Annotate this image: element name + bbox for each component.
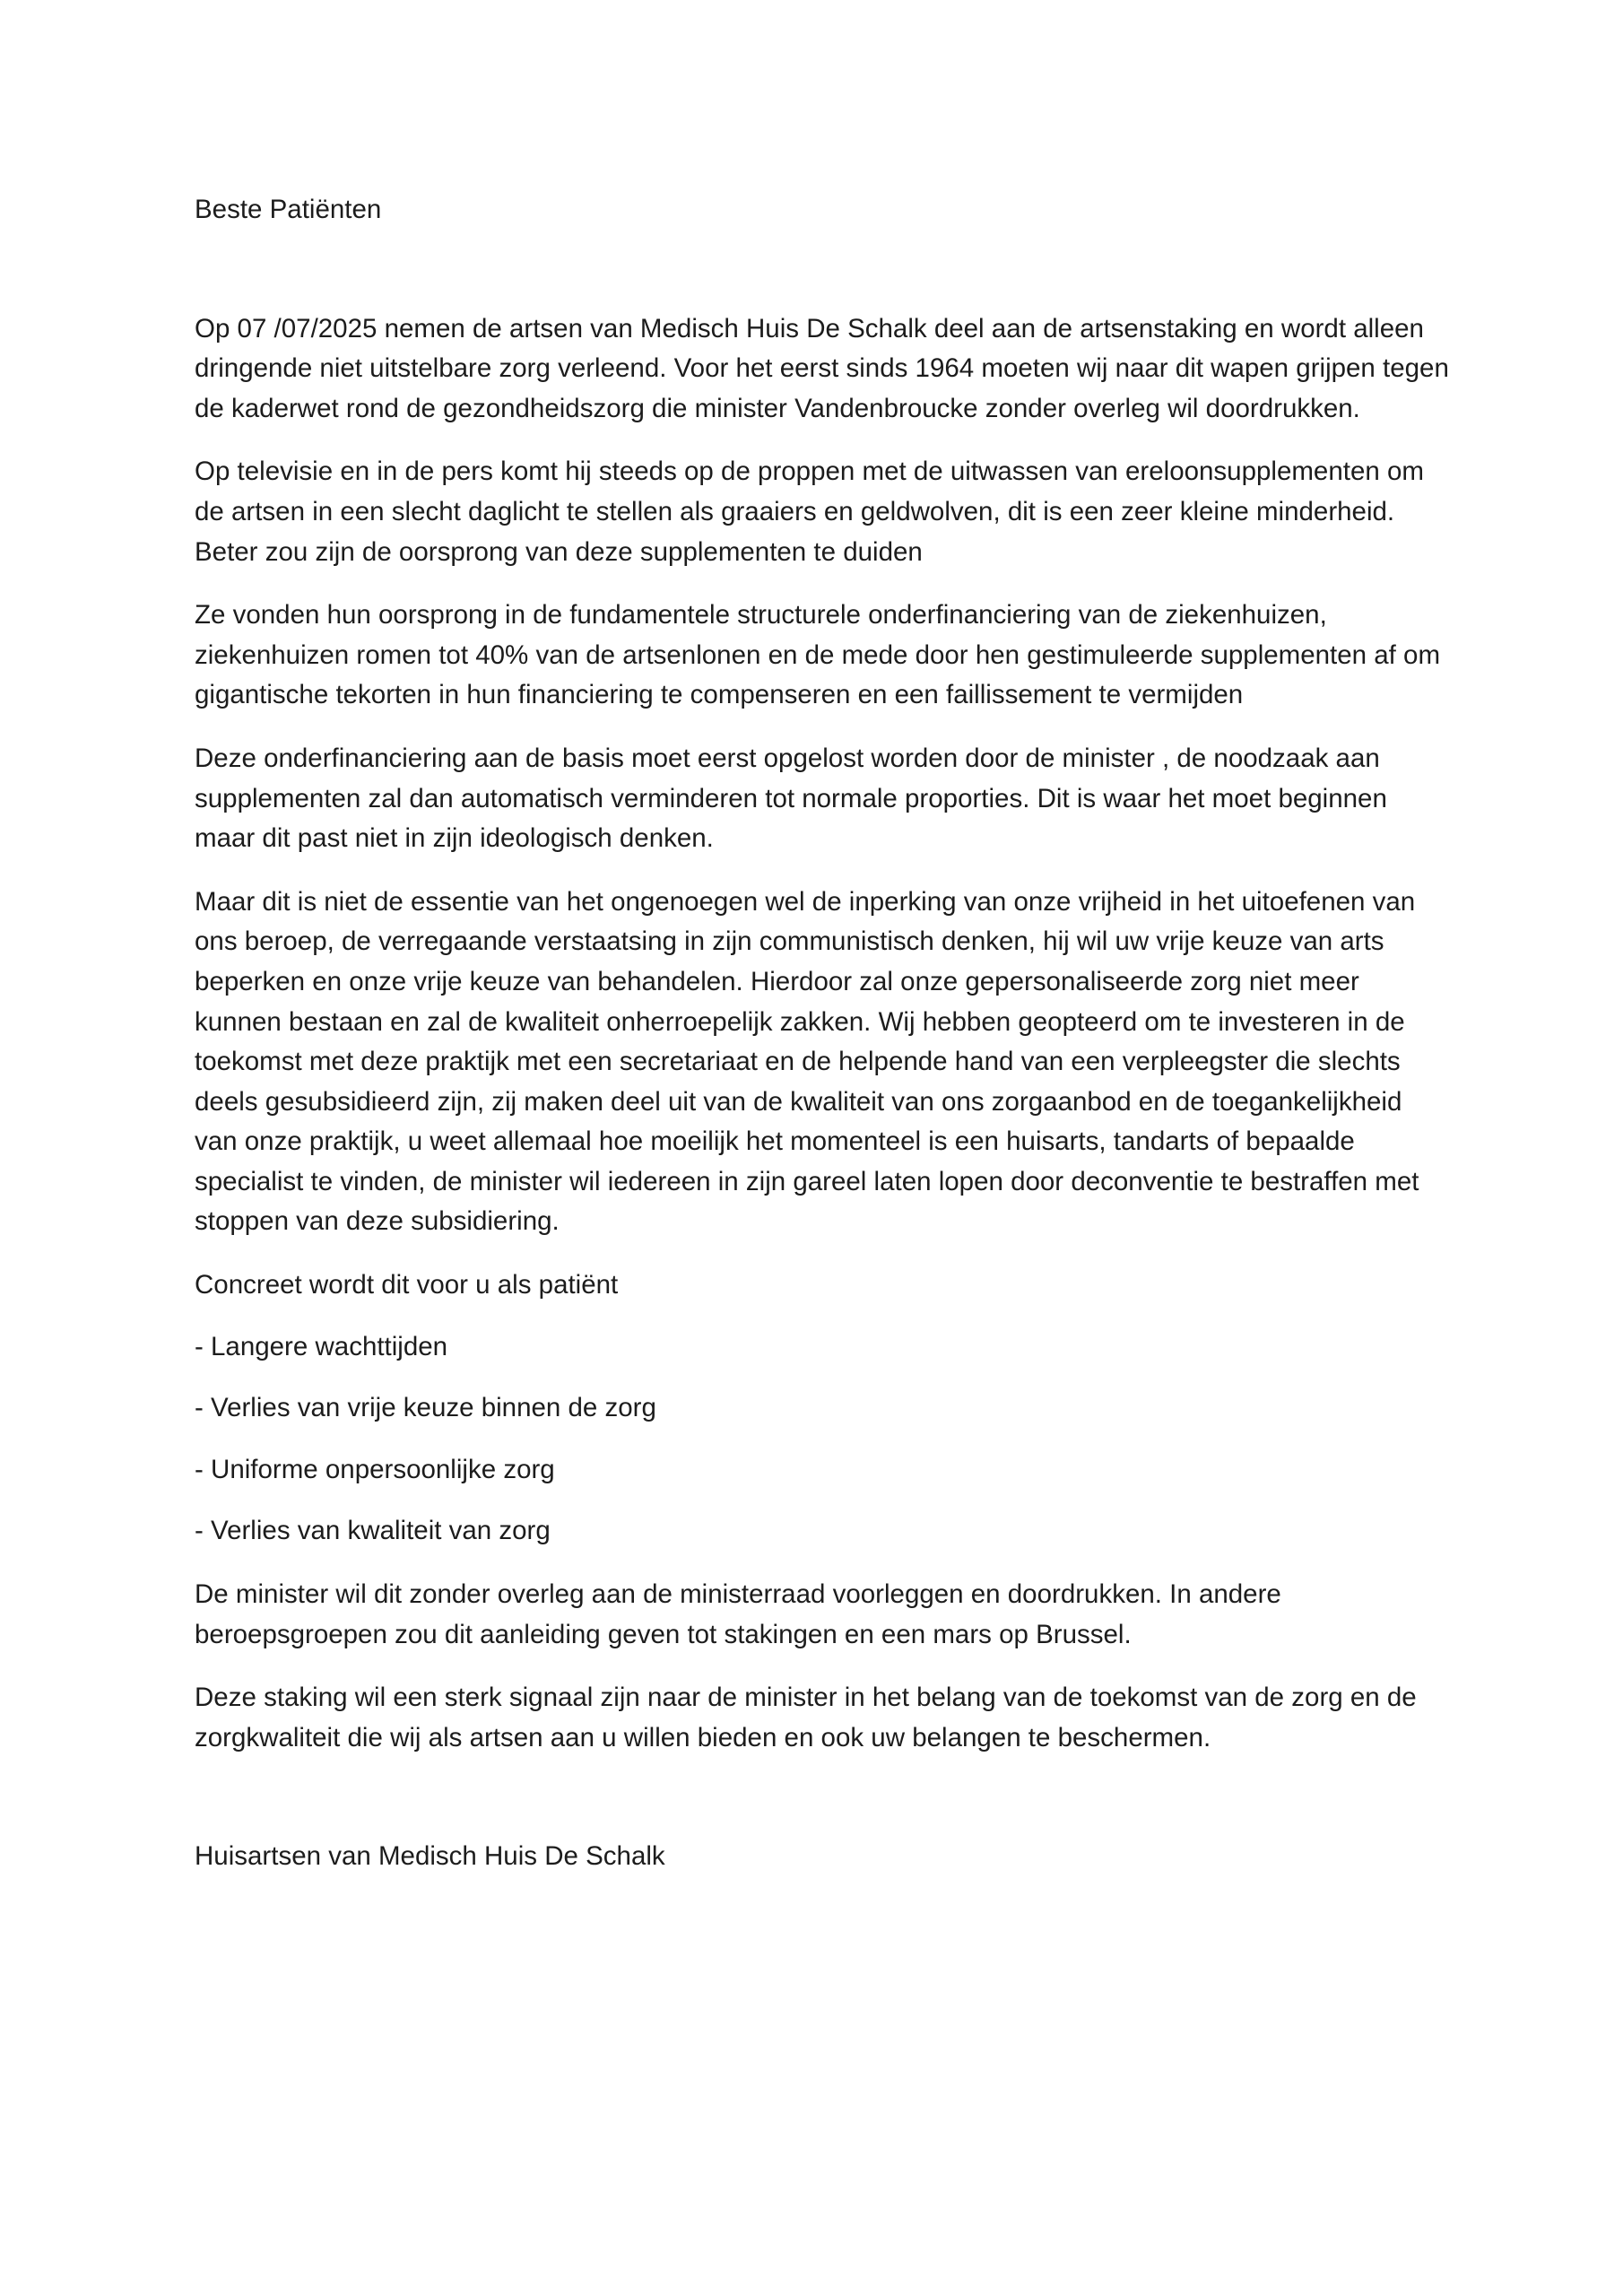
list-item: - Verlies van kwaliteit van zorg [195,1516,551,1546]
paragraph-freedom-restriction: Maar dit is niet de essentie van het ongenoegen wel de inperking van onze vrijheid in het uitoefenen van ons beroep, de verregaande verstaatsing in zijn communistisch denken, hij wil uw vrije keuze van arts beperken en onze vrije keuze van behandelen. Hierdoor zal onze gepersonaliseerde zorg niet meer kunnen bestaan en zal de kwaliteit onherroepelijk zakken. Wij hebben geopteerd om te investeren in de toekomst met deze praktijk met een secretariaat en de helpende hand van een verpleegster die slechts deels gesubsidieerd zijn, zij maken deel uit van de kwaliteit van ons zorgaanbod en de toegankelijkheid van onze praktijk, u weet allemaal hoe moeilijk het momenteel is een huisarts, tandarts of bepaalde specialist te vinden, de minister wil iedereen in zijn gareel laten lopen door deconventie te bestraffen met stoppen van deze subsidiering. [195,886,1419,1237]
signature: Huisartsen van Medisch Huis De Schalk [195,1841,665,1872]
paragraph-council-of-ministers: De minister wil dit zonder overleg aan de ministerraad voorleggen en doordrukken. In andere beroepsgroepen zou dit aanleiding geven tot stakingen en een mars op Brussel. [195,1579,1281,1649]
letter-body [195,190,1450,1877]
paragraph-underfinancing-solution: Deze onderfinanciering aan de basis moet eerst opgelost worden door de minister , de noodzaak aan supplementen zal dan automatisch verminderen tot normale proporties. Dit is waar het moet beginnen maar dit past niet in zijn ideologisch denken. [195,743,1387,854]
paragraph-strong-signal: Deze staking wil een sterk signaal zijn naar de minister in het belang van de toekomst van de zorg en de zorgkwaliteit die wij als artsen aan u willen bieden en ook uw belangen te beschermen. [195,1683,1417,1752]
list-item: - Verlies van vrije keuze binnen de zorg [195,1393,656,1423]
paragraph-underfinancing-origin: Ze vonden hun oorsprong in de fundamentele structurele onderfinanciering van de ziekenhuizen, ziekenhuizen romen tot 40% van de artsenlonen en de mede door hen gestimuleerde supplementen af om gigantische tekorten in hun financiering te compenseren en een faillissement te vermijden [195,600,1441,710]
salutation: Beste Patiënten [195,195,382,224]
paragraph-media-supplements: Op televisie en in de pers komt hij steeds op de proppen met de uitwassen van ereloonsupplementen om de artsen in een slecht daglicht te stellen als graaiers en geldwolven, dit is een zeer kleine minderheid. Beter zou zijn de oorsprong van deze supplementen te duiden [195,457,1424,567]
consequences-intro: Concreet wordt dit voor u als patiënt [195,1270,619,1300]
list-item: - Uniforme onpersoonlijke zorg [195,1454,555,1484]
paragraph-strike-announcement: Op 07 /07/2025 nemen de artsen van Medisch Huis De Schalk deel aan de artsenstaking en wordt alleen dringende niet uitstelbare zorg verleend. Voor het eerst sinds 1964 moeten wij naar dit wapen grijpen tegen de kaderwet rond de gezondheidszorg die minister Vandenbroucke zonder overleg wil doordrukken. [195,313,1449,423]
list-item: - Langere wachttijden [195,1331,448,1361]
